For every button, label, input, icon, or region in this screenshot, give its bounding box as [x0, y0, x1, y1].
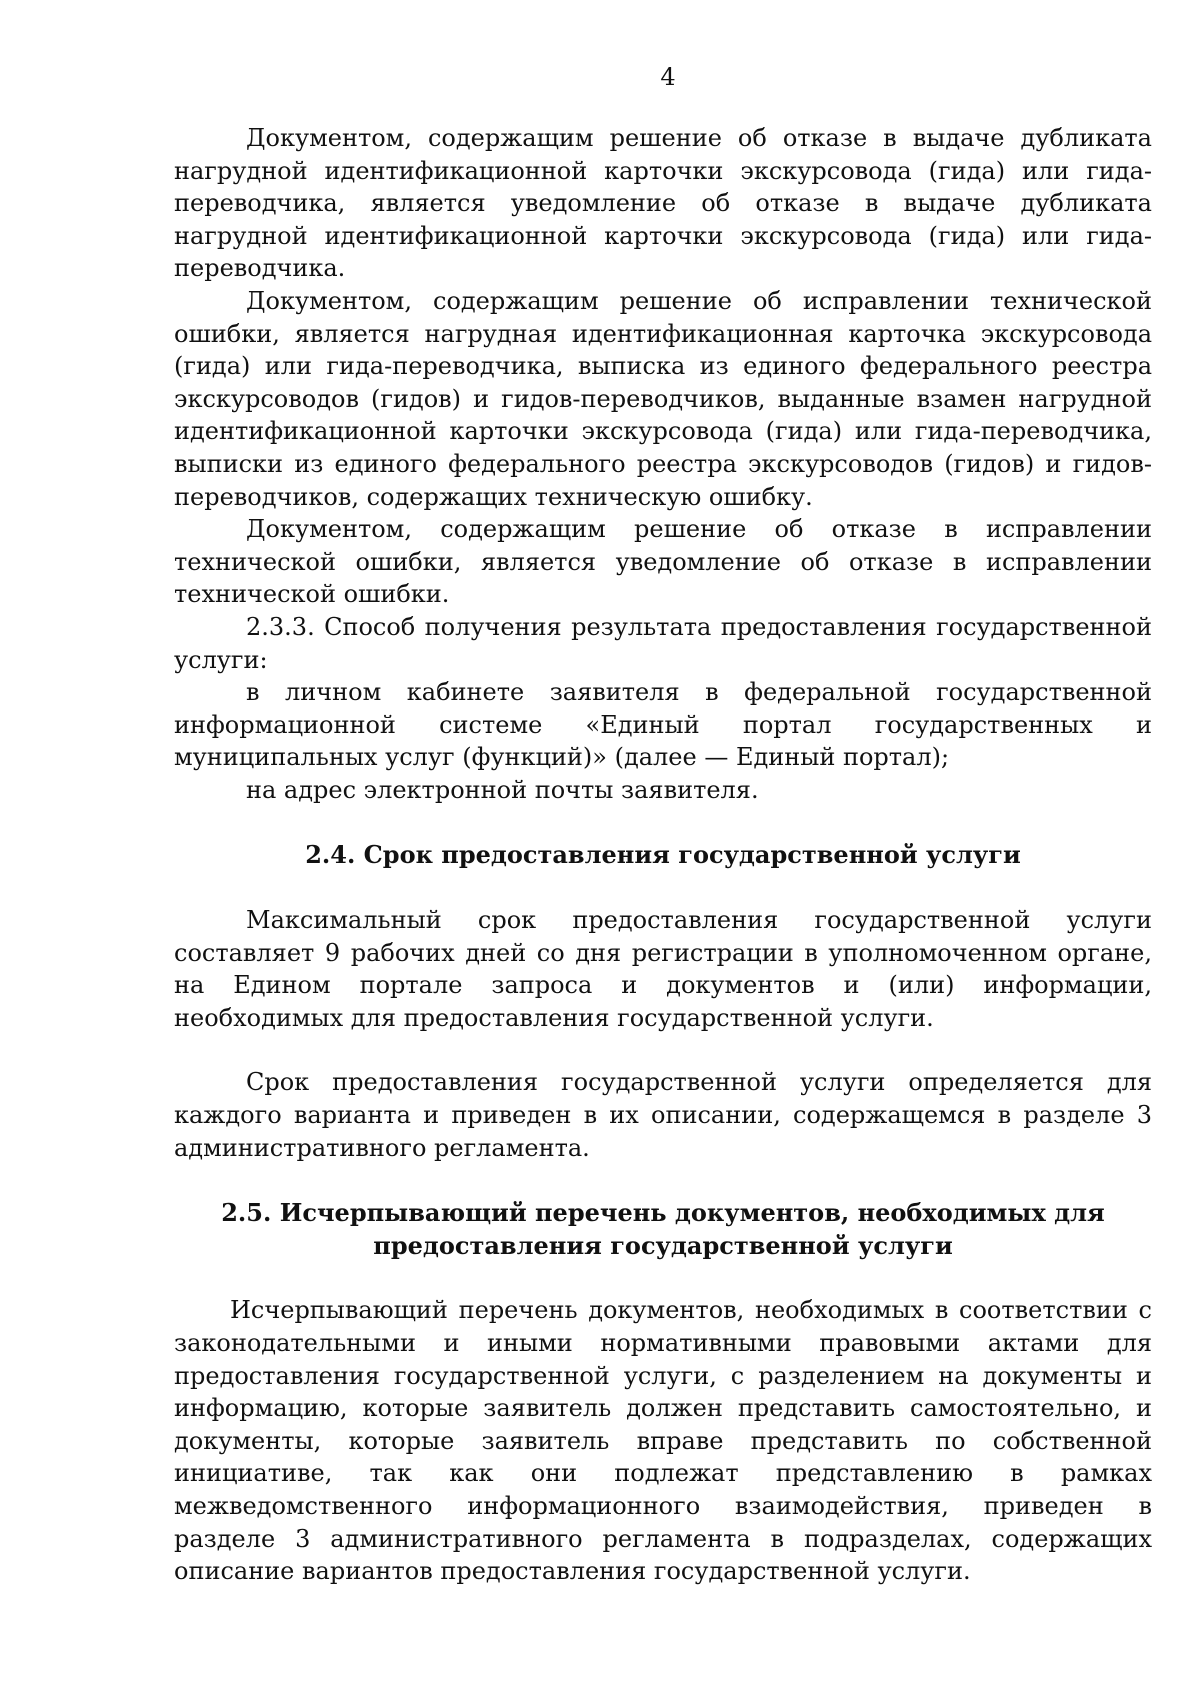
paragraph-personal-cabinet: в личном кабинете заявителя в федеральной государственной информационной системе «Единый портал государственных и муниципальных услуг (функций)» (далее — Единый портал); — [174, 678, 1152, 772]
paragraph-2-3-3: 2.3.3. Способ получения результата предоставления государственной услуги: — [174, 612, 1152, 674]
paragraph-term-variant: Срок предоставления государственной услуги определяется для каждого варианта и приведен в их описании, содержащемся в разделе 3 административного регламента. — [174, 1068, 1152, 1162]
spacer — [174, 1262, 1152, 1294]
paragraph-documents-list: Исчерпывающий перечень документов, необходимых в соответствии с законодательными и иными нормативными правовыми актами для предоставления государственной услуги, с разделением на документы и информацию, которые заявитель должен представить самостоятельно, и документы, которые заявитель вправе представить по собственной инициативе, так как они подлежат представлению в рамках межведомственного информационного взаимодействия, приведен в разделе 3 административного регламента в подразделах, содержащих описание вариантов предоставления государственной услуги. — [174, 1296, 1152, 1586]
document-page — [174, 62, 1152, 1588]
spacer — [174, 1164, 1152, 1197]
section-2-4-heading: 2.4. Срок предоставления государственной услуги — [305, 840, 1021, 870]
paragraph-max-term: Максимальный срок предоставления государственной услуги составляет 9 рабочих дней со дня регистрации в уполномоченном органе, на Едином портале запроса и документов и (или) информации, необходимых для предоставления государственной услуги. — [174, 906, 1152, 1032]
spacer — [174, 872, 1152, 904]
section-2-5-heading-line2: предоставления государственной услуги — [373, 1230, 953, 1260]
paragraph-error-correction: Документом, содержащим решение об исправлении технической ошибки, является нагрудная идентификационная карточка экскурсовода (гида) или гида-переводчика, выписка из единого федерального реестра экскурсоводов (гидов) и гидов-переводчиков, выданные взамен нагрудной идентификационной карточки экскурсовода (гида) или гида-переводчика, выписки из единого федерального реестра экскурсоводов (гидов) и гидов-переводчиков, содержащих техническую ошибку. — [174, 286, 1152, 511]
section-2-5-heading — [174, 1197, 1152, 1262]
paragraph-email: на адрес электронной почты заявителя. — [246, 775, 759, 804]
spacer — [174, 1034, 1152, 1066]
page-number: 4 — [660, 63, 676, 91]
section-2-5-heading-line1: 2.5. Исчерпывающий перечень документов, необходимых для — [221, 1198, 1105, 1228]
paragraph-duplicate-refusal: Документом, содержащим решение об отказе в выдаче дубликата нагрудной идентификационной карточки экскурсовода (гида) или гида-переводчика, является уведомление об отказе в выдаче дубликата нагрудной идентификационной карточки экскурсовода (гида) или гида-переводчика. — [174, 124, 1152, 283]
paragraph-error-correction-refusal: Документом, содержащим решение об отказе в исправлении технической ошибки, является уведомление об отказе в исправлении технической ошибки. — [174, 515, 1152, 609]
spacer — [174, 806, 1152, 839]
